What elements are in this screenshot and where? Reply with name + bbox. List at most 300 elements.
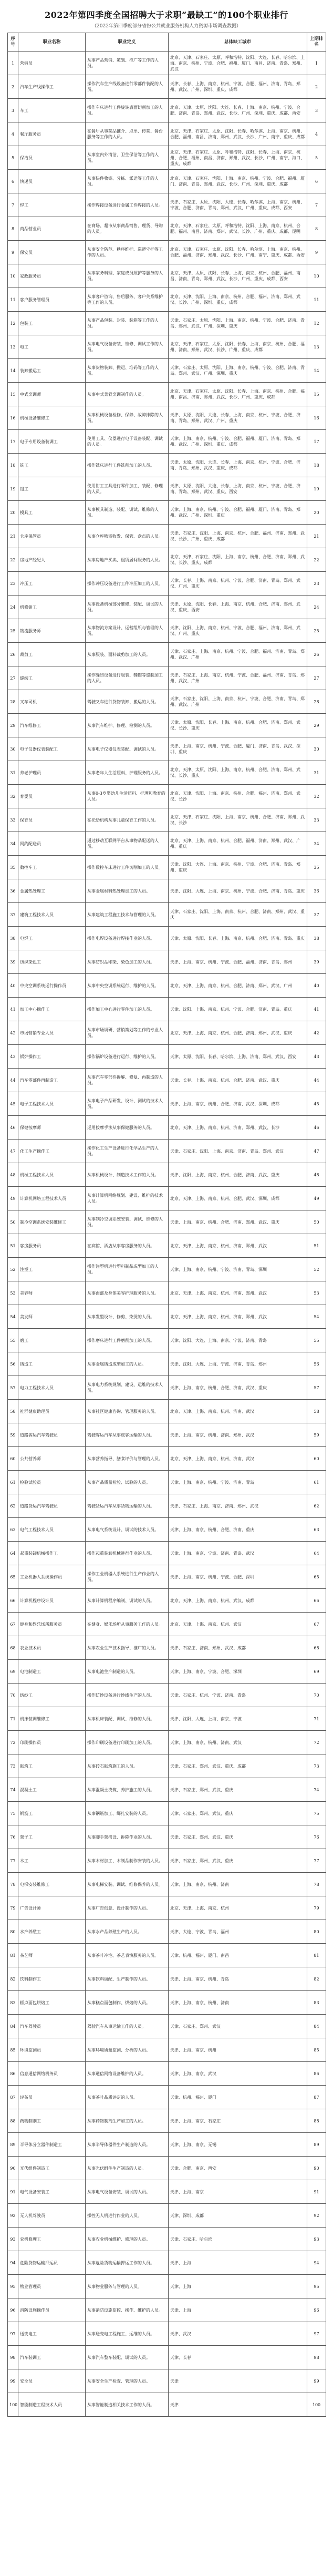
cell-occupation: 汽车生产线操作工 — [18, 75, 86, 99]
cell-cities: 北京、天津、上海、南京、杭州 — [169, 1896, 307, 1920]
cell-rank: 84 — [8, 2015, 18, 2038]
cell-occupation: 美容师 — [18, 1281, 86, 1305]
cell-cities: 天津、沈阳、大连、上海、宁波、济南、青岛、郑州 — [169, 1352, 307, 1376]
cell-rank: 63 — [8, 1518, 18, 1542]
cell-cities: 北京、天津、石家庄、沈阳、上海、南京、杭州、合肥、济南、郑州、武汉、长沙、重庆、成都 — [169, 548, 307, 572]
cell-definition: 从事中央空调系统运行、维护的人员。 — [86, 974, 169, 998]
cell-rank: 51 — [8, 1234, 18, 1258]
table-row — [8, 2133, 326, 2157]
cell-cities: 北京、天津、石家庄、沈阳、上海、南京、杭州、宁波、合肥、福州、厦门、济南、青岛、郑州、武汉、长沙、广州、深圳、重庆、成都 — [169, 170, 307, 193]
table-row — [8, 312, 326, 335]
cell-cities: 北京、天津、石家庄、太原、沈阳、长春、哈尔滨、上海、南京、杭州、合肥、福州、济南、郑州、武汉、长沙、广州、南宁、重庆、成都、西安 — [169, 241, 307, 264]
cell-occupation: 广告设计师 — [18, 1896, 86, 1920]
cell-occupation: 汽车装调工 — [18, 2346, 86, 2369]
table-row — [8, 1731, 326, 1754]
cell-rank: 81 — [8, 1944, 18, 1967]
cell-cities: 天津、上海、南京、杭州、宁波、合肥、厦门、济南、青岛、武汉、深圳、重庆 — [169, 737, 307, 761]
table-row — [8, 643, 326, 666]
cell-cities: 北京、天津、上海、南京、杭州、合肥、济南、郑州、武汉、重庆 — [169, 1021, 307, 1045]
cell-prev-rank: 33 — [307, 808, 326, 832]
cell-occupation: 智能制造工程技术人员 — [18, 2393, 86, 2417]
cell-occupation: 钢筋工 — [18, 1802, 86, 1825]
cell-prev-rank: 28 — [307, 690, 326, 714]
cell-prev-rank: 37 — [307, 903, 326, 927]
cell-cities: 天津、石家庄、沈阳、上海、南京、杭州、合肥、济南、郑州、武汉、重庆 — [169, 903, 307, 927]
cell-occupation: 印刷操作员 — [18, 1731, 86, 1754]
cell-prev-rank: 71 — [307, 1707, 326, 1731]
cell-prev-rank: 29 — [307, 714, 326, 737]
cell-cities: 天津、上海、南京、杭州、济南、武汉 — [169, 1731, 307, 1754]
cell-cities: 天津、上海、南京、杭州、合肥、济南、郑州、武汉、重庆 — [169, 1210, 307, 1234]
cell-occupation: 机修钳工 — [18, 596, 86, 619]
cell-rank: 32 — [8, 785, 18, 808]
cell-prev-rank: 90 — [307, 2157, 326, 2180]
cell-rank: 40 — [8, 974, 18, 998]
cell-definition: 从事广告创意、设计制作的人员。 — [86, 1896, 169, 1920]
cell-prev-rank: 87 — [307, 2086, 326, 2109]
cell-rank: 9 — [8, 241, 18, 264]
cell-definition: 从事市场调研、营销策划等工作的专业人员。 — [86, 1021, 169, 1045]
cell-occupation: 美发师 — [18, 1305, 86, 1329]
cell-cities: 天津 — [169, 2393, 307, 2417]
cell-rank: 87 — [8, 2086, 18, 2109]
table-row — [8, 808, 326, 832]
cell-occupation: 裁剪工 — [18, 643, 86, 666]
cell-occupation: 仓库保管员 — [18, 525, 86, 548]
table-row — [8, 122, 326, 146]
cell-definition: 从事环境质量监测、分析的人员。 — [86, 2038, 169, 2062]
cell-definition: 从事发型设计、修剪、染烫的人员。 — [86, 1305, 169, 1329]
cell-prev-rank: 16 — [307, 406, 326, 430]
cell-rank: 67 — [8, 1613, 18, 1636]
cell-prev-rank: 40 — [307, 974, 326, 998]
cell-prev-rank: 94 — [307, 2251, 326, 2275]
cell-prev-rank: 8 — [307, 217, 326, 241]
cell-occupation: 光伏组件制造工 — [18, 2157, 86, 2180]
cell-definition: 操作冲压设备进行工件冲压加工的人员。 — [86, 572, 169, 596]
cell-prev-rank: 99 — [307, 2369, 326, 2393]
cell-occupation: 快递员 — [18, 170, 86, 193]
table-row — [8, 1896, 326, 1920]
cell-rank: 27 — [8, 666, 18, 690]
cell-occupation: 茶艺师 — [18, 1944, 86, 1967]
cell-rank: 72 — [8, 1731, 18, 1754]
cell-rank: 21 — [8, 525, 18, 548]
cell-definition: 从事金属材料热处理加工的人员。 — [86, 879, 169, 903]
page-title: 2022年第四季度全国招聘大于求职“最缺工”的100个职业排行 — [45, 10, 288, 20]
cell-rank: 86 — [8, 2062, 18, 2086]
table-row — [8, 2109, 326, 2133]
cell-cities: 天津、上海、南京、宁波、合肥、深圳 — [169, 1660, 307, 1684]
cell-definition: 操作工业机器人系统进行生产作业的人员。 — [86, 1565, 169, 1589]
cell-definition: 操作加工中心进行零件加工的人员。 — [86, 998, 169, 1021]
cell-cities: 北京、天津、上海、南京、杭州、武汉 — [169, 1613, 307, 1636]
cell-occupation: 模具工 — [18, 501, 86, 525]
table-row — [8, 1920, 326, 1944]
cell-occupation: 育婴员 — [18, 785, 86, 808]
cell-prev-rank: 85 — [307, 2038, 326, 2062]
cell-occupation: 机械工程技术人员 — [18, 1163, 86, 1187]
cell-occupation: 检验试验员 — [18, 1471, 86, 1494]
cell-prev-rank: 5 — [307, 146, 326, 170]
cell-prev-rank: 3 — [307, 99, 326, 122]
cell-cities: 天津、上海、南京、杭州 — [169, 2038, 307, 2062]
cell-occupation: 电梯安装维修工 — [18, 1873, 86, 1896]
cell-definition: 操作锅炉设备进行运行、维护的人员。 — [86, 1045, 169, 1069]
cell-definition: 从事营养指导、膳食评价与管理的人员。 — [86, 1447, 169, 1471]
cell-prev-rank: 62 — [307, 1494, 326, 1518]
cell-definition: 驾驶客运汽车从事旅客运输的人员。 — [86, 1423, 169, 1447]
cell-cities: 天津、沈阳、大连、上海、南京、杭州、宁波、合肥、济南、青岛、郑州、重庆 — [169, 856, 307, 879]
cell-occupation: 客户服务管理员 — [18, 288, 86, 312]
table-row — [8, 548, 326, 572]
cell-prev-rank: 11 — [307, 288, 326, 312]
cell-occupation: 信息通信网络机务员 — [18, 2062, 86, 2086]
cell-rank: 79 — [8, 1896, 18, 1920]
cell-cities: 天津、长春 — [169, 2346, 307, 2369]
cell-cities: 天津、石家庄、太原、沈阳、上海、南京、杭州、宁波、合肥、济南、青岛、郑州、武汉、广州、深圳、重庆 — [169, 312, 307, 335]
table-row — [8, 99, 326, 122]
cell-prev-rank: 83 — [307, 1991, 326, 2015]
table-row — [8, 52, 326, 75]
cell-prev-rank: 100 — [307, 2393, 326, 2417]
cell-cities: 北京、天津、上海、南京、杭州、合肥、济南、郑州、武汉、广州 — [169, 974, 307, 998]
cell-definition: 从事电气系统设计、调试的技术人员。 — [86, 1518, 169, 1542]
cell-rank: 35 — [8, 856, 18, 879]
cell-occupation: 家政服务员 — [18, 264, 86, 288]
cell-rank: 30 — [8, 737, 18, 761]
cell-prev-rank: 72 — [307, 1731, 326, 1754]
cell-cities: 北京、天津、石家庄、太原、沈阳、长春、哈尔滨、上海、南京、杭州、合肥、福州、南昌、济南、郑州、武汉、长沙、广州、南宁、重庆、成都 — [169, 122, 307, 146]
cell-rank: 99 — [8, 2369, 18, 2393]
cell-cities: 北京、天津、上海、南京、杭州、合肥、武汉、深圳、成都 — [169, 1187, 307, 1210]
cell-rank: 57 — [8, 1376, 18, 1400]
cell-cities: 天津、石家庄、郑州、武汉、重庆 — [169, 1778, 307, 1802]
cell-prev-rank: 30 — [307, 737, 326, 761]
cell-definition: 从事汽车零部件拆解、修复、再制造的人员。 — [86, 1069, 169, 1092]
cell-occupation: 环境监测员 — [18, 2038, 86, 2062]
cell-cities: 天津、上海、南京、杭州、合肥、济南、重庆 — [169, 1518, 307, 1542]
cell-occupation: 饮料制作工 — [18, 1967, 86, 1991]
cell-rank: 100 — [8, 2393, 18, 2417]
cell-cities: 天津、沈阳、大连、上海、南京、杭州、宁波、合肥、济南、青岛、重庆 — [169, 879, 307, 903]
cell-occupation: 电池制造工 — [18, 1660, 86, 1684]
cell-rank: 88 — [8, 2109, 18, 2133]
cell-cities: 天津、武汉 — [169, 2322, 307, 2346]
cell-cities: 天津、长春、上海、南京、杭州、宁波、合肥、济南、青岛、郑州、武汉、广州、重庆 — [169, 572, 307, 596]
cell-prev-rank: 22 — [307, 548, 326, 572]
table-row — [8, 1825, 326, 1849]
cell-occupation: 评茶员 — [18, 2086, 86, 2109]
table-row — [8, 1589, 326, 1613]
cell-definition: 从事客户咨询、售后服务、客户关系维护等工作的人员。 — [86, 288, 169, 312]
table-row — [8, 1352, 326, 1376]
cell-cities: 北京、天津、石家庄、沈阳、上海、南京、杭州、合肥、济南、郑州、武汉、长沙 — [169, 808, 307, 832]
table-row — [8, 217, 326, 241]
cell-definition: 从事社区健康咨询、管理服务的人员。 — [86, 1400, 169, 1423]
cell-prev-rank: 55 — [307, 1329, 326, 1352]
table-row — [8, 1400, 326, 1423]
cell-definition: 从事饮料调配、生产制作的人员。 — [86, 1967, 169, 1991]
cell-rank: 33 — [8, 808, 18, 832]
cell-rank: 23 — [8, 572, 18, 596]
cell-prev-rank: 77 — [307, 1849, 326, 1873]
cell-rank: 93 — [8, 2228, 18, 2251]
cell-rank: 1 — [8, 52, 18, 75]
cell-definition: 从事电子产品研发、设计、测试的技术人员。 — [86, 1092, 169, 1116]
table-row — [8, 1518, 326, 1542]
cell-prev-rank: 93 — [307, 2228, 326, 2251]
cell-definition: 在托幼机构从事儿童保育工作的人员。 — [86, 808, 169, 832]
table-row — [8, 1494, 326, 1518]
cell-definition: 从事0-3岁婴幼儿生活照料、护理和教育的人员。 — [86, 785, 169, 808]
table-row — [8, 832, 326, 856]
cell-rank: 26 — [8, 643, 18, 666]
cell-occupation: 保健按摩师 — [18, 1116, 86, 1140]
cell-definition: 从事安全生产检查、管理的人员。 — [86, 2369, 169, 2393]
cell-prev-rank: 43 — [307, 1045, 326, 1069]
table-row — [8, 856, 326, 879]
cell-cities: 北京、天津、上海、南京、杭州、济南、武汉 — [169, 1447, 307, 1471]
cell-rank: 5 — [8, 146, 18, 170]
cell-rank: 18 — [8, 454, 18, 477]
cell-occupation: 水产养殖工 — [18, 1920, 86, 1944]
cell-occupation: 焊工 — [18, 193, 86, 217]
cell-prev-rank: 1 — [307, 52, 326, 75]
table-row — [8, 2346, 326, 2369]
cell-prev-rank: 80 — [307, 1920, 326, 1944]
cell-prev-rank: 97 — [307, 2322, 326, 2346]
cell-cities: 北京、天津、石家庄、太原、呼和浩特、沈阳、大连、长春、哈尔滨、上海、南京、杭州、宁波、合肥、福州、厦门、南昌、济南、青岛、郑州、武汉 — [169, 52, 307, 75]
cell-occupation: 无人机驾驶员 — [18, 2204, 86, 2228]
cell-prev-rank: 9 — [307, 241, 326, 264]
cell-definition: 从事物业服务与管理的人员。 — [86, 2275, 169, 2298]
cell-cities: 天津、太原、沈阳、长春、上海、南京、杭州、合肥、济南、郑州、武汉、长沙、重庆 — [169, 714, 307, 737]
table-row — [8, 1447, 326, 1471]
cell-cities: 天津、石家庄、郑州、武汉、重庆、成都 — [169, 1754, 307, 1778]
cell-rank: 64 — [8, 1542, 18, 1565]
table-row — [8, 1423, 326, 1447]
header-definition: 职业定义 — [86, 33, 169, 52]
cell-rank: 31 — [8, 761, 18, 785]
table-row — [8, 454, 326, 477]
table-row — [8, 2369, 326, 2393]
cell-prev-rank: 53 — [307, 1281, 326, 1305]
cell-rank: 13 — [8, 335, 18, 359]
cell-definition: 操作汽车生产线设备进行零部件装配的人员。 — [86, 75, 169, 99]
cell-definition: 从事糕点面包制作、烘焙的人员。 — [86, 1991, 169, 2015]
table-row — [8, 359, 326, 383]
table-row — [8, 1849, 326, 1873]
cell-definition: 使用钳工工具进行零件加工、装配、修理的人员。 — [86, 477, 169, 501]
cell-cities: 天津、太原、沈阳、大连、长春、上海、南京、杭州、宁波、合肥、济南、青岛、郑州、武汉、广州、重庆 — [169, 406, 307, 430]
cell-occupation: 药物制剂工 — [18, 2109, 86, 2133]
cell-prev-rank: 12 — [307, 312, 326, 335]
cell-occupation: 机床装调维修工 — [18, 1707, 86, 1731]
cell-cities: 天津、合肥、南京、西安 — [169, 2157, 307, 2180]
cell-occupation: 养老护理员 — [18, 761, 86, 785]
cell-occupation: 木工 — [18, 1849, 86, 1873]
cell-definition: 从事电梯安装、调试、维修保养的人员。 — [86, 1873, 169, 1896]
table-row — [8, 2086, 326, 2109]
cell-prev-rank: 42 — [307, 1021, 326, 1045]
cell-rank: 6 — [8, 170, 18, 193]
cell-prev-rank: 57 — [307, 1376, 326, 1400]
cell-rank: 7 — [8, 193, 18, 217]
cell-prev-rank: 4 — [307, 122, 326, 146]
cell-definition: 从事水产品养殖生产的人员。 — [86, 1920, 169, 1944]
table-row — [8, 1210, 326, 1234]
cell-prev-rank: 46 — [307, 1116, 326, 1140]
cell-occupation: 保洁员 — [18, 146, 86, 170]
cell-definition: 运用按摩手法从事保健服务的人员。 — [86, 1116, 169, 1140]
table-row — [8, 666, 326, 690]
cell-definition: 从事产品包装、封装、装箱等工作的人员。 — [86, 312, 169, 335]
cell-cities: 天津、沈阳、大连、上海、南京、宁波 — [169, 1707, 307, 1731]
table-row — [8, 1329, 326, 1352]
cell-prev-rank: 39 — [307, 950, 326, 974]
cell-occupation: 冲压工 — [18, 572, 86, 596]
table-row — [8, 264, 326, 288]
cell-rank: 77 — [8, 1849, 18, 1873]
cell-cities: 天津、石家庄、上海、南京、杭州、宁波、合肥、福州、济南、青岛、郑州、武汉、广州 — [169, 666, 307, 690]
cell-cities: 天津、石家庄、沈阳、上海、南京、杭州、合肥、福州、济南、郑州、武汉、长沙、广州、重庆、成都 — [169, 525, 307, 548]
cell-occupation: 装卸搬运工 — [18, 359, 86, 383]
cell-cities: 天津、上海、南京、杭州、济南 — [169, 1991, 307, 2015]
cell-definition: 从事电力系统规划、建设、运维的技术人员。 — [86, 1376, 169, 1400]
cell-definition: 从事产品质量检验、试验的人员。 — [86, 1471, 169, 1494]
cell-cities: 天津、沈阳、上海、南京、杭州、宁波、合肥、福州、济南、郑州、武汉、广州、重庆 — [169, 619, 307, 643]
cell-rank: 62 — [8, 1494, 18, 1518]
cell-prev-rank: 2 — [307, 75, 326, 99]
cell-definition: 在宾馆、酒店从事客房服务的人员。 — [86, 1234, 169, 1258]
cell-occupation: 餐厅服务员 — [18, 122, 86, 146]
cell-prev-rank: 15 — [307, 383, 326, 406]
cell-occupation: 房地产经纪人 — [18, 548, 86, 572]
cell-rank: 42 — [8, 1021, 18, 1045]
cell-cities: 北京、天津、上海、南京、杭州、济南、郑州、武汉 — [169, 1234, 307, 1258]
table-row — [8, 1092, 326, 1116]
cell-cities: 北京、天津、上海、南京、杭州、济南、郑州、武汉 — [169, 1281, 307, 1305]
cell-occupation: 化工生产操作工 — [18, 1140, 86, 1163]
table-row — [8, 2228, 326, 2251]
cell-cities: 天津、石家庄、郑州、武汉、重庆 — [169, 1825, 307, 1849]
cell-cities: 天津、上海、南京、杭州、宁波、合肥、福州、厦门、济南、青岛、郑州、武汉、广州、深圳、重庆、成都 — [169, 430, 307, 454]
cell-definition: 在商场、超市从事商品销售、理货、导购的人员。 — [86, 217, 169, 241]
cell-prev-rank: 98 — [307, 2346, 326, 2369]
cell-prev-rank: 32 — [307, 785, 326, 808]
cell-rank: 68 — [8, 1636, 18, 1660]
cell-rank: 25 — [8, 619, 18, 643]
table-row — [8, 572, 326, 596]
cell-cities: 北京、天津、上海、南京、杭州、济南、郑州、武汉 — [169, 1305, 307, 1329]
cell-prev-rank: 78 — [307, 1873, 326, 1896]
cell-prev-rank: 66 — [307, 1589, 326, 1613]
cell-prev-rank: 50 — [307, 1210, 326, 1234]
cell-occupation: 磨工 — [18, 1329, 86, 1352]
table-row — [8, 1281, 326, 1305]
cell-definition: 从事家务料理、家庭成员照护等服务的人员。 — [86, 264, 169, 288]
cell-cities: 天津、石家庄、济南、郑州、武汉、成都 — [169, 1636, 307, 1660]
cell-definition: 从事汽车维护、修理、检测的人员。 — [86, 714, 169, 737]
cell-rank: 70 — [8, 1684, 18, 1707]
cell-rank: 44 — [8, 1069, 18, 1092]
cell-prev-rank: 48 — [307, 1163, 326, 1187]
cell-definition: 从事茶叶品质评定的人员。 — [86, 2086, 169, 2109]
table-row — [8, 927, 326, 950]
table-row — [8, 1187, 326, 1210]
cell-definition: 操作注塑机进行塑料制品成型加工的人员。 — [86, 1258, 169, 1281]
cell-occupation: 铣工 — [18, 454, 86, 477]
cell-occupation: 电气工程技术人员 — [18, 1518, 86, 1542]
cell-occupation: 商品营业员 — [18, 217, 86, 241]
cell-occupation: 保育员 — [18, 808, 86, 832]
cell-prev-rank: 89 — [307, 2133, 326, 2157]
cell-occupation: 计算机网络工程技术人员 — [18, 1187, 86, 1210]
cell-definition: 在餐厅从事菜品推介、点单、传菜、餐台服务等工作的人员。 — [86, 122, 169, 146]
header-rank: 序号 — [8, 33, 18, 52]
cell-occupation: 数控车工 — [18, 856, 86, 879]
cell-prev-rank: 74 — [307, 1778, 326, 1802]
cell-occupation: 起重装卸机械操作工 — [18, 1542, 86, 1565]
table-row — [8, 2062, 326, 2086]
cell-prev-rank: 24 — [307, 596, 326, 619]
cell-definition: 操作起重装卸机械进行作业的人员。 — [86, 1542, 169, 1565]
cell-occupation: 纺纱工 — [18, 1684, 86, 1707]
cell-cities: 北京、天津、沈阳、上海、南京、杭州、合肥、福州、济南、郑州、武汉、长沙 — [169, 785, 307, 808]
cell-prev-rank: 35 — [307, 856, 326, 879]
cell-prev-rank: 84 — [307, 2015, 326, 2038]
cell-definition: 从事机械设计、制造技术工作的人员。 — [86, 1163, 169, 1187]
cell-rank: 4 — [8, 122, 18, 146]
cell-rank: 83 — [8, 1991, 18, 2015]
table-row — [8, 596, 326, 619]
cell-occupation: 电子专用设备装调工 — [18, 430, 86, 454]
cell-cities: 北京、天津、上海、南京、杭州、合肥、福州、济南、郑州、武汉、广州、重庆 — [169, 832, 307, 856]
cell-rank: 75 — [8, 1802, 18, 1825]
cell-definition: 操作焊接设备进行金属工件焊接的人员。 — [86, 193, 169, 217]
table-row — [8, 974, 326, 998]
cell-prev-rank: 31 — [307, 761, 326, 785]
cell-rank: 11 — [8, 288, 18, 312]
cell-definition: 从事危险货物运输押运工作的人员。 — [86, 2251, 169, 2275]
cell-rank: 74 — [8, 1778, 18, 1802]
cell-prev-rank: 44 — [307, 1069, 326, 1092]
cell-definition: 从事药物制剂生产加工的人员。 — [86, 2109, 169, 2133]
cell-definition: 驾驶汽车从事运输工作的人员。 — [86, 2015, 169, 2038]
cell-rank: 16 — [8, 406, 18, 430]
cell-definition: 从事快件收寄、分拣、派送等工作的人员。 — [86, 170, 169, 193]
cell-prev-rank: 38 — [307, 927, 326, 950]
cell-occupation: 电子工程技术人员 — [18, 1092, 86, 1116]
cell-rank: 50 — [8, 1210, 18, 1234]
cell-occupation: 送变电工 — [18, 2322, 86, 2346]
cell-prev-rank: 95 — [307, 2275, 326, 2298]
cell-occupation: 农机修理工 — [18, 2228, 86, 2251]
table-row — [8, 1305, 326, 1329]
table-row — [8, 1778, 326, 1802]
cell-occupation: 电焊工 — [18, 927, 86, 950]
cell-rank: 20 — [8, 501, 18, 525]
cell-rank: 92 — [8, 2204, 18, 2228]
cell-occupation: 网约配送员 — [18, 832, 86, 856]
cell-cities: 天津、上海、南京、杭州、济南、郑州、武汉 — [169, 1423, 307, 1447]
table-row — [8, 525, 326, 548]
cell-definition: 从事茶叶冲泡、茶艺表演服务的人员。 — [86, 1944, 169, 1967]
cell-definition: 操作电焊设备进行焊接作业的人员。 — [86, 927, 169, 950]
cell-prev-rank: 14 — [307, 359, 326, 383]
cell-definition: 操作铣床进行工件铣削加工的人员。 — [86, 454, 169, 477]
